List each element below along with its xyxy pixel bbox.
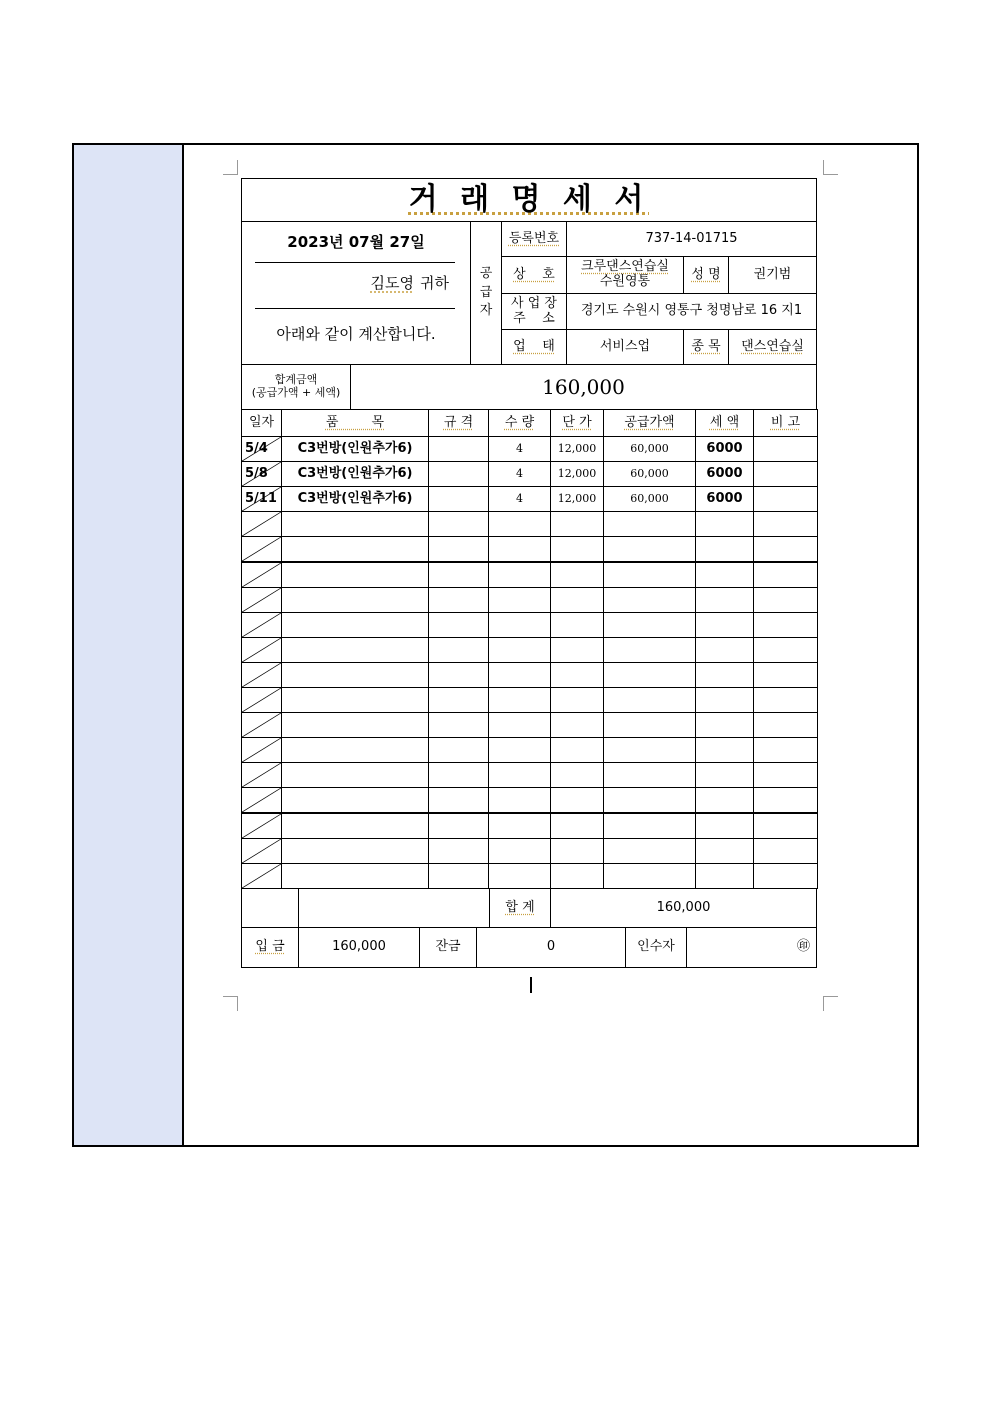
sum-value: 160,000 bbox=[550, 888, 817, 928]
reg-no-label: 등록번호 bbox=[501, 221, 567, 257]
date-slash bbox=[242, 437, 281, 461]
empty-cell bbox=[241, 562, 282, 588]
empty-cell bbox=[241, 612, 282, 638]
empty-cell bbox=[281, 712, 429, 738]
empty-cell bbox=[281, 737, 429, 763]
date-slash-line bbox=[242, 713, 281, 737]
empty-cell bbox=[241, 662, 282, 688]
empty-cell bbox=[241, 712, 282, 738]
empty-cell bbox=[753, 712, 818, 738]
empty-cell bbox=[753, 612, 818, 638]
empty-cell bbox=[753, 587, 818, 613]
address-value: 경기도 수원시 영통구 청명남로 16 지1 bbox=[566, 293, 817, 330]
empty-cell bbox=[488, 587, 551, 613]
empty-cell bbox=[695, 813, 754, 839]
empty-cell bbox=[550, 637, 604, 663]
sum-blank-cell-2 bbox=[298, 888, 490, 928]
date-slash bbox=[242, 588, 281, 612]
empty-cell bbox=[550, 787, 604, 813]
empty-cell bbox=[428, 737, 489, 763]
row-qty-cell: 4 bbox=[488, 486, 551, 512]
date-slash-line bbox=[242, 839, 281, 863]
empty-cell bbox=[603, 511, 696, 537]
empty-cell bbox=[753, 662, 818, 688]
empty-cell bbox=[428, 662, 489, 688]
row-date-cell: 5/11 bbox=[241, 486, 282, 512]
column-header-unit-price: 단 가 bbox=[550, 409, 604, 437]
empty-cell bbox=[281, 813, 429, 839]
date-slash-line bbox=[242, 864, 281, 888]
empty-cell bbox=[488, 787, 551, 813]
supplier-label-char: 자 bbox=[479, 303, 493, 319]
empty-cell bbox=[753, 637, 818, 663]
row-unit-price-cell: 12,000 bbox=[550, 436, 604, 462]
name-value: 권기범 bbox=[728, 256, 817, 294]
row-unit-price-cell: 12,000 bbox=[550, 461, 604, 487]
empty-cell bbox=[488, 662, 551, 688]
row-item-cell: C3번방(인원추가6) bbox=[281, 486, 429, 512]
empty-cell bbox=[281, 536, 429, 562]
crop-mark-top-left bbox=[223, 160, 238, 175]
date-slash bbox=[242, 814, 281, 838]
empty-cell bbox=[753, 787, 818, 813]
empty-cell bbox=[428, 787, 489, 813]
empty-cell bbox=[241, 511, 282, 537]
empty-cell bbox=[550, 562, 604, 588]
date-slash bbox=[242, 537, 281, 561]
row-unit-price-cell: 12,000 bbox=[550, 486, 604, 512]
empty-cell bbox=[603, 562, 696, 588]
date-slash bbox=[242, 864, 281, 888]
empty-cell bbox=[550, 838, 604, 864]
empty-cell bbox=[603, 687, 696, 713]
empty-cell bbox=[488, 536, 551, 562]
empty-cell bbox=[603, 813, 696, 839]
empty-cell bbox=[695, 863, 754, 889]
column-header-item: 품 목 bbox=[281, 409, 429, 437]
biz-type-value: 서비스업 bbox=[566, 329, 684, 365]
empty-cell bbox=[241, 787, 282, 813]
empty-cell bbox=[603, 838, 696, 864]
empty-cell bbox=[428, 762, 489, 788]
recipient-line bbox=[241, 266, 471, 302]
row-item-cell: C3번방(인원추가6) bbox=[281, 436, 429, 462]
total-amount: 160,000 bbox=[350, 364, 817, 410]
company-line-2: 수원영통 bbox=[599, 274, 651, 289]
address-label-line-1: 사 업 장 bbox=[511, 295, 557, 311]
empty-cell bbox=[550, 662, 604, 688]
date-slash-line bbox=[242, 437, 281, 461]
company-label: 상 호 bbox=[501, 256, 567, 294]
empty-cell bbox=[603, 637, 696, 663]
empty-cell bbox=[550, 813, 604, 839]
empty-cell bbox=[241, 863, 282, 889]
empty-cell bbox=[241, 813, 282, 839]
date-slash bbox=[242, 763, 281, 787]
empty-cell bbox=[241, 737, 282, 763]
transaction-statement bbox=[241, 178, 817, 968]
balance-value: 0 bbox=[476, 927, 626, 968]
date-slash bbox=[242, 462, 281, 486]
empty-cell bbox=[281, 762, 429, 788]
reg-no-value: 737-14-01715 bbox=[566, 221, 817, 257]
empty-cell bbox=[428, 637, 489, 663]
receiver-label: 인수자 bbox=[625, 927, 687, 968]
row-tax-cell: 6000 bbox=[695, 436, 754, 462]
empty-cell bbox=[753, 562, 818, 588]
empty-cell bbox=[488, 712, 551, 738]
empty-cell bbox=[603, 536, 696, 562]
date-slash bbox=[242, 487, 281, 511]
crop-mark-bottom-right bbox=[823, 996, 838, 1011]
empty-cell bbox=[488, 838, 551, 864]
row-note-cell bbox=[753, 461, 818, 487]
empty-cell bbox=[695, 511, 754, 537]
empty-cell bbox=[695, 612, 754, 638]
page-title: 거 래 명 세 서 bbox=[241, 178, 817, 222]
empty-cell bbox=[241, 762, 282, 788]
empty-cell bbox=[695, 787, 754, 813]
biz-type-label: 업 태 bbox=[501, 329, 567, 365]
deposit-label: 입 금 bbox=[241, 927, 299, 968]
empty-cell bbox=[753, 536, 818, 562]
empty-cell bbox=[695, 762, 754, 788]
date-slash bbox=[242, 613, 281, 637]
empty-cell bbox=[753, 511, 818, 537]
address-label bbox=[501, 293, 567, 330]
empty-cell bbox=[603, 587, 696, 613]
left-column bbox=[74, 145, 184, 1145]
empty-cell bbox=[488, 762, 551, 788]
column-header-tax: 세 액 bbox=[695, 409, 754, 437]
balance-label: 잔금 bbox=[419, 927, 477, 968]
row-spec-cell bbox=[428, 436, 489, 462]
receiver-seal: ㊞ bbox=[686, 927, 817, 968]
empty-cell bbox=[695, 587, 754, 613]
total-label bbox=[241, 364, 351, 410]
date-slash-line bbox=[242, 537, 281, 561]
name-label: 성 명 bbox=[683, 256, 729, 294]
supplier-label-char: 급 bbox=[479, 284, 493, 300]
date-slash bbox=[242, 563, 281, 587]
date-slash bbox=[242, 713, 281, 737]
column-header-supply-amount: 공급가액 bbox=[603, 409, 696, 437]
empty-cell bbox=[241, 637, 282, 663]
empty-cell bbox=[488, 612, 551, 638]
empty-cell bbox=[753, 762, 818, 788]
date-slash bbox=[242, 663, 281, 687]
empty-cell bbox=[281, 838, 429, 864]
date-slash-line bbox=[242, 613, 281, 637]
empty-cell bbox=[488, 562, 551, 588]
empty-cell bbox=[281, 587, 429, 613]
date-slash bbox=[242, 512, 281, 536]
empty-cell bbox=[550, 687, 604, 713]
date-slash-line bbox=[242, 487, 281, 511]
empty-cell bbox=[241, 687, 282, 713]
empty-cell bbox=[603, 662, 696, 688]
row-supply-amount-cell: 60,000 bbox=[603, 461, 696, 487]
sum-blank-cell bbox=[241, 888, 299, 928]
date-slash bbox=[242, 688, 281, 712]
text-cursor bbox=[530, 977, 532, 993]
date-slash-line bbox=[242, 763, 281, 787]
empty-cell bbox=[695, 737, 754, 763]
empty-cell bbox=[428, 587, 489, 613]
row-supply-amount-cell: 60,000 bbox=[603, 436, 696, 462]
empty-cell bbox=[281, 511, 429, 537]
crop-mark-bottom-left bbox=[223, 996, 238, 1011]
date-slash-line bbox=[242, 512, 281, 536]
empty-cell bbox=[603, 762, 696, 788]
empty-cell bbox=[550, 511, 604, 537]
issue-date: 2023년 07월 27일 bbox=[287, 233, 425, 252]
date-slash bbox=[242, 738, 281, 762]
empty-cell bbox=[488, 863, 551, 889]
company-line-1: 크루댄스연습실 bbox=[581, 259, 669, 275]
empty-cell bbox=[241, 838, 282, 864]
empty-cell bbox=[550, 587, 604, 613]
empty-cell bbox=[428, 838, 489, 864]
empty-cell bbox=[695, 838, 754, 864]
item-value: 댄스연습실 bbox=[728, 329, 817, 365]
empty-cell bbox=[550, 712, 604, 738]
empty-cell bbox=[695, 536, 754, 562]
empty-cell bbox=[695, 687, 754, 713]
empty-cell bbox=[550, 762, 604, 788]
empty-cell bbox=[550, 863, 604, 889]
date-divider bbox=[255, 262, 455, 263]
empty-cell bbox=[428, 712, 489, 738]
column-header-spec: 규 격 bbox=[428, 409, 489, 437]
empty-cell bbox=[281, 562, 429, 588]
row-date-cell: 5/8 bbox=[241, 461, 282, 487]
date-slash-line bbox=[242, 588, 281, 612]
empty-cell bbox=[550, 737, 604, 763]
empty-cell bbox=[488, 813, 551, 839]
empty-cell bbox=[550, 536, 604, 562]
honorific: 귀하 bbox=[420, 274, 449, 293]
empty-cell bbox=[603, 863, 696, 889]
empty-cell bbox=[603, 612, 696, 638]
empty-cell bbox=[753, 863, 818, 889]
empty-cell bbox=[281, 662, 429, 688]
sum-label: 합 계 bbox=[489, 888, 551, 928]
row-spec-cell bbox=[428, 486, 489, 512]
date-slash-line bbox=[242, 663, 281, 687]
empty-cell bbox=[281, 612, 429, 638]
empty-cell bbox=[281, 863, 429, 889]
empty-cell bbox=[428, 536, 489, 562]
total-label-line-1: 합계금액 bbox=[274, 373, 318, 387]
empty-cell bbox=[488, 511, 551, 537]
total-label-line-2: (공급가액 + 세액) bbox=[251, 386, 341, 399]
recipient-name: 김도영 bbox=[370, 274, 415, 293]
empty-cell bbox=[241, 536, 282, 562]
date-slash-line bbox=[242, 688, 281, 712]
calc-note: 아래와 같이 계산합니다. bbox=[276, 325, 436, 344]
empty-cell bbox=[281, 787, 429, 813]
company-value bbox=[566, 256, 684, 294]
date-slash-line bbox=[242, 738, 281, 762]
row-date-cell: 5/4 bbox=[241, 436, 282, 462]
date-slash-line bbox=[242, 788, 281, 812]
supplier-label bbox=[470, 221, 502, 365]
empty-cell bbox=[695, 712, 754, 738]
empty-cell bbox=[241, 587, 282, 613]
supplier-label-char: 공 bbox=[479, 265, 493, 281]
empty-cell bbox=[488, 637, 551, 663]
empty-cell bbox=[488, 737, 551, 763]
item-label: 종 목 bbox=[683, 329, 729, 365]
date-slash bbox=[242, 638, 281, 662]
row-supply-amount-cell: 60,000 bbox=[603, 486, 696, 512]
date-slash-line bbox=[242, 638, 281, 662]
date-slash bbox=[242, 839, 281, 863]
empty-cell bbox=[695, 662, 754, 688]
address-label-line-2: 주 소 bbox=[513, 310, 555, 326]
empty-cell bbox=[428, 612, 489, 638]
empty-cell bbox=[753, 687, 818, 713]
row-tax-cell: 6000 bbox=[695, 486, 754, 512]
column-header-note: 비 고 bbox=[753, 409, 818, 437]
recipient-divider bbox=[255, 308, 455, 309]
empty-cell bbox=[603, 787, 696, 813]
row-note-cell bbox=[753, 436, 818, 462]
empty-cell bbox=[281, 687, 429, 713]
crop-mark-top-right bbox=[823, 160, 838, 175]
empty-cell bbox=[281, 637, 429, 663]
empty-cell bbox=[550, 612, 604, 638]
column-header-date: 일자 bbox=[241, 409, 282, 437]
empty-cell bbox=[753, 838, 818, 864]
empty-cell bbox=[603, 712, 696, 738]
empty-cell bbox=[753, 737, 818, 763]
row-item-cell: C3번방(인원추가6) bbox=[281, 461, 429, 487]
empty-cell bbox=[428, 562, 489, 588]
row-spec-cell bbox=[428, 461, 489, 487]
empty-cell bbox=[428, 813, 489, 839]
empty-cell bbox=[428, 687, 489, 713]
date-slash bbox=[242, 788, 281, 812]
date-slash-line bbox=[242, 814, 281, 838]
deposit-value: 160,000 bbox=[298, 927, 420, 968]
empty-cell bbox=[753, 813, 818, 839]
date-slash-line bbox=[242, 462, 281, 486]
empty-cell bbox=[428, 511, 489, 537]
column-header-qty: 수 량 bbox=[488, 409, 551, 437]
row-tax-cell: 6000 bbox=[695, 461, 754, 487]
empty-cell bbox=[603, 737, 696, 763]
date-slash-line bbox=[242, 563, 281, 587]
row-qty-cell: 4 bbox=[488, 436, 551, 462]
empty-cell bbox=[695, 562, 754, 588]
row-qty-cell: 4 bbox=[488, 461, 551, 487]
empty-cell bbox=[695, 637, 754, 663]
empty-cell bbox=[428, 863, 489, 889]
empty-cell bbox=[488, 687, 551, 713]
row-note-cell bbox=[753, 486, 818, 512]
